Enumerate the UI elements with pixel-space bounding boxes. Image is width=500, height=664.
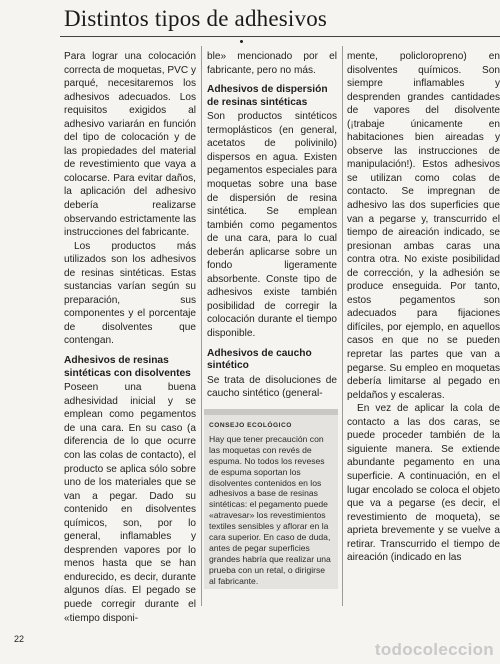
column-divider <box>342 46 343 606</box>
section-heading: Adhesivos de resinas sintéticas con disolventes <box>64 355 191 379</box>
column-divider <box>201 46 202 606</box>
page-number: 22 <box>14 634 25 644</box>
title-rule <box>60 36 500 37</box>
text-column-2 <box>207 50 337 400</box>
decorative-dot <box>240 40 243 43</box>
paragraph: En vez de aplicar la cola de contacto a las dos caras, se puede proceder también de la siguiente manera. Se extiende abundante pegamento en una superficie. A continuación, en el lugar encolado se coloca el objeto que va a pegarse (es decir, el revestimiento de moqueta), se aprieta brevemente y se vuelve a retirar. Transcurrido el tiempo de aireación (indicado en las <box>347 403 500 564</box>
tip-text: Hay que tener precaución con las moquetas con revés de espuma. No todos los reveses de espuma soportan los disolventes contenidos en los adhesivos a base de resinas sintéticas: el pegamento puede «atravesar» los revestimientos textiles sensibles y aflorar en la cara superior. En caso de duda, antes de pegar superficies grandes habría que realizar una prueba con un retal, o dirigirse al fabricante. <box>209 433 331 586</box>
text-column-3 <box>347 50 500 620</box>
tip-header-bar <box>204 409 338 415</box>
paragraph: Para lograr una colocación correcta de moquetas, PVC y parqué, necesitaremos los adhesivos adecuados. Los requisitos exigidos al adhesivo variarán en función del tipo de colocación y de las propiedades del material de revestimiento que vaya a colocarse. Para evitar daños, la aplicación del adhesivo debería realizarse observando estrictamente las instrucciones del fabricante. <box>64 51 196 239</box>
tip-title: CONSEJO ECOLÓGICO <box>209 422 292 429</box>
paragraph: ble» mencionado por el fabricante, pero no más. <box>207 51 337 76</box>
paragraph: Son productos sintéticos termoplásticos (en general, acetatos de polivinilo) dispersos en agua. Existen pegamentos especiales para moquetas sobre una base de dispersión de resina sintética. Se emplean también como pegamentos de una cara, para lo cual deberán aplicarse sobre un fondo ligeramente absorbente. Conste tipo de adhesivos existe también posibilidad de corregir la colocación durante el tiempo disponible. <box>207 111 337 340</box>
section-heading: Adhesivos de dispersión de resinas sintéticas <box>207 84 328 108</box>
page-title: Distintos tipos de adhesivos <box>64 6 328 31</box>
paragraph: Se trata de disoluciones de caucho sintético (general- <box>207 374 337 400</box>
watermark: todocoleccion <box>374 640 494 659</box>
paragraph: Poseen una buena adhesividad inicial y se emplean como pegamentos de una cara. En su caso (a diferencia de lo que ocurre con las colas de contacto), el producto se aplica sólo sobre uno de los materiales que se van a pegar. Dado su contenido en disolventes químicos, son, por lo general, inflamables y desprenden vapores por lo menos hasta que se han endurecido, es decir, durante algunos días. El pegado se puede corregir durante el «tiempo disponi- <box>64 382 196 624</box>
eco-tip-box <box>204 409 338 589</box>
text-column-1 <box>64 50 196 624</box>
section-heading: Adhesivos de caucho sintético <box>207 347 312 372</box>
paragraph: mente, policloropreno) en disolventes químicos. Son siempre inflamables y desprenden grandes cantidades de vapores del disolvente (¡trabaje únicamente en habitaciones bien aireadas y observe las instrucciones de manipulación!). Estos adhesivos se utilizan como colas de contacto. Se impregnan de adhesivo las dos superficies que van a pegarse y, transcurrido el tiempo de aireación indicado, se presionan ambas caras una contra otra. No existe posibilidad de corrección, y la adhesión se produce enseguida. Por tanto, estos pegamentos son adecuados para fijaciones difíciles, por ejemplo, en aquellos casos en que no se pueden repretar las partes que van a pegarse. Su empleo en moquetas debería limitarse al pegado en peldaños y escaleras. <box>347 51 500 401</box>
paragraph: Los productos más utilizados son los adhesivos de resinas sintéticas. Estas sustancias varían según su preparación, sus componentes y el porcentaje de disolventes que contengan. <box>64 240 196 347</box>
